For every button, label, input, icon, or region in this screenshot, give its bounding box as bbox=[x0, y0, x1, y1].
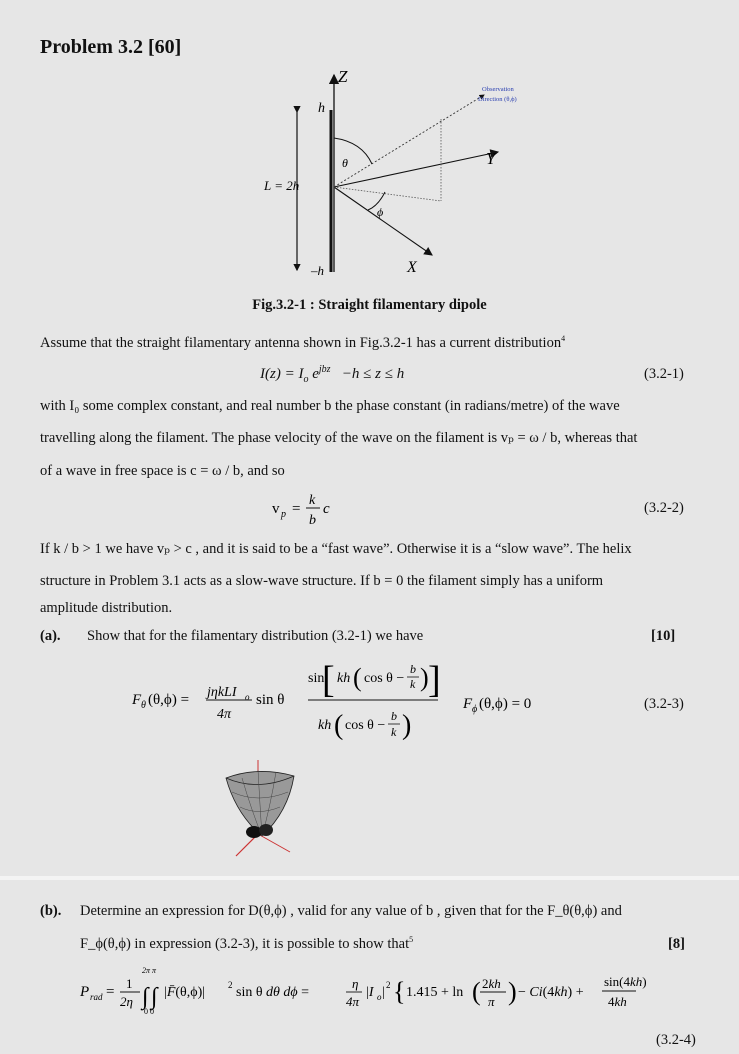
figure-caption: Fig.3.2-1 : Straight filamentary dipole bbox=[252, 297, 487, 313]
svg-text:): ) bbox=[508, 977, 517, 1006]
svg-text:4π: 4π bbox=[217, 707, 232, 722]
x-axis bbox=[334, 187, 432, 255]
svg-text:2kh: 2kh bbox=[482, 976, 501, 991]
svg-text:kh: kh bbox=[318, 718, 332, 733]
svg-text:jηkLI: jηkLI bbox=[207, 685, 237, 700]
label-L: L = 2h bbox=[264, 178, 300, 193]
label-theta: θ bbox=[342, 156, 348, 170]
svg-text:η: η bbox=[352, 976, 359, 991]
equation-3-2-4 bbox=[80, 966, 647, 1018]
svg-text:cos θ −: cos θ − bbox=[364, 671, 405, 686]
svg-text:{: { bbox=[393, 977, 406, 1006]
paragraph-3-line-3: amplitude distribution. bbox=[40, 600, 173, 616]
part-a-text: Show that for the filamentary distribution (3.2-1) we have bbox=[87, 628, 424, 644]
svg-text:k: k bbox=[309, 493, 316, 508]
svg-text:2η: 2η bbox=[120, 994, 133, 1009]
svg-text:): ) bbox=[420, 663, 429, 692]
svg-text:sin θ: sin θ bbox=[256, 692, 285, 708]
svg-text:2: 2 bbox=[228, 980, 233, 990]
svg-text:k: k bbox=[391, 725, 397, 739]
label-h: h bbox=[318, 101, 325, 116]
label-phi: ϕ bbox=[377, 205, 384, 219]
svg-text:4π: 4π bbox=[346, 994, 360, 1009]
page-2 bbox=[0, 880, 739, 1054]
svg-text:|F̄(θ,ϕ)|: |F̄(θ,ϕ)| bbox=[164, 985, 206, 1000]
svg-text:(θ,ϕ) = 0: (θ,ϕ) = 0 bbox=[479, 696, 532, 712]
dipole-figure bbox=[0, 0, 739, 300]
equation-3-2-1: $I(z) = I_o$ $e^{jbz} -h \le z \le h$ bbox=[260, 364, 405, 385]
svg-text:(θ,ϕ) =: (θ,ϕ) = bbox=[148, 692, 190, 708]
part-b-marks: [8] bbox=[668, 936, 685, 952]
axis-y-label: Y bbox=[486, 149, 496, 168]
equation-number-3-2-2: (3.2-2) bbox=[644, 500, 684, 516]
part-b-label: (b). bbox=[40, 903, 62, 919]
theta-arc bbox=[334, 138, 372, 164]
problem-title: Problem 3.2 [60] bbox=[40, 36, 182, 58]
svg-text:|: | bbox=[382, 985, 385, 1000]
equation-number-3-2-4: (3.2-4) bbox=[656, 1032, 696, 1048]
part-a-marks: [10] bbox=[651, 628, 676, 644]
svg-text:F: F bbox=[463, 696, 473, 712]
svg-text:b: b bbox=[410, 662, 416, 676]
svg-text:sin: sin bbox=[308, 671, 325, 686]
y-axis bbox=[334, 152, 498, 187]
observation-line bbox=[334, 95, 484, 187]
svg-text:]: ] bbox=[428, 659, 441, 701]
equation-number-3-2-1: (3.2-1) bbox=[644, 366, 684, 382]
svg-text:o: o bbox=[245, 692, 250, 702]
label-minus-h: –h bbox=[311, 263, 324, 278]
svg-text:F: F bbox=[132, 692, 142, 708]
part-b-line-1: Determine an expression for D(θ,ϕ) , valid for any value of b , given that for the F_θ(θ,ϕ) and bbox=[80, 903, 622, 919]
svg-text:2π π: 2π π bbox=[142, 966, 157, 975]
svg-text:p: p bbox=[281, 509, 286, 520]
svg-text:4kh: 4kh bbox=[608, 994, 627, 1009]
svg-text:(: ( bbox=[472, 977, 481, 1006]
svg-text:1.415 + ln: 1.415 + ln bbox=[406, 985, 464, 1000]
svg-text:k: k bbox=[410, 677, 416, 691]
svg-text:rad: rad bbox=[90, 992, 103, 1002]
radiation-pattern-image bbox=[222, 752, 302, 864]
observation-label-2: Direction (θ,ϕ) bbox=[478, 96, 517, 103]
paragraph-3-line-2: structure in Problem 3.1 acts as a slow-wave structure. If b = 0 the filament simply has a uniform bbox=[40, 573, 604, 589]
svg-text:=: = bbox=[292, 501, 301, 517]
paragraph-3-line-1: If k / b > 1 we have vₚ > c , and it is said to be a “fast wave”. Otherwise it is a “slow wave”. The helix bbox=[40, 541, 632, 557]
svg-text:θ: θ bbox=[141, 700, 146, 711]
svg-text:v: v bbox=[272, 501, 280, 517]
equation-number-3-2-3: (3.2-3) bbox=[644, 696, 684, 712]
paragraph-2-line-3: of a wave in free space is c = ω / b, and so bbox=[40, 463, 285, 479]
observation-label-1: Observation bbox=[482, 86, 514, 93]
svg-text:− Ci(4kh) +: − Ci(4kh) + bbox=[518, 985, 584, 1000]
svg-text:cos θ −: cos θ − bbox=[345, 718, 386, 733]
svg-text:[: [ bbox=[322, 659, 335, 701]
equation-3-2-3 bbox=[132, 652, 452, 752]
svg-text:2: 2 bbox=[386, 980, 391, 990]
svg-text:=: = bbox=[106, 984, 115, 1000]
svg-text:sin θ dθ dϕ =: sin θ dθ dϕ = bbox=[236, 985, 310, 1000]
svg-text:(: ( bbox=[334, 710, 344, 741]
svg-text:sin(4kh): sin(4kh) bbox=[604, 974, 647, 989]
svg-text:o: o bbox=[377, 992, 382, 1002]
svg-text:ϕ: ϕ bbox=[472, 704, 478, 715]
paragraph-2-line-2: travelling along the filament. The phase velocity of the wave on the filament is vₚ = ω / b, whereas that bbox=[40, 430, 638, 446]
paragraph-1: Assume that the straight filamentary antenna shown in Fig.3.2-1 has a current distribution$^4$ bbox=[40, 334, 566, 351]
paragraph-2-line-1: with I₀ some complex constant, and real number b the phase constant (in radians/metre) of the wave bbox=[40, 398, 620, 414]
svg-text:(: ( bbox=[353, 663, 362, 692]
svg-text:π: π bbox=[488, 994, 495, 1009]
svg-text:b: b bbox=[309, 513, 316, 528]
equation-3-2-3-rhs bbox=[463, 690, 573, 718]
part-a-label: (a). bbox=[40, 628, 61, 644]
svg-text:c: c bbox=[323, 501, 330, 517]
svg-text:1: 1 bbox=[126, 976, 133, 991]
svg-text:|I: |I bbox=[366, 985, 374, 1000]
svg-text:∫: ∫ bbox=[151, 984, 158, 1010]
equation-3-2-2 bbox=[270, 488, 350, 532]
axis-z-label: Z bbox=[338, 67, 348, 86]
svg-text:b: b bbox=[391, 709, 397, 723]
svg-text:): ) bbox=[402, 710, 412, 741]
axis-x-label: X bbox=[407, 259, 417, 276]
svg-text:∫: ∫ bbox=[142, 984, 149, 1010]
svg-text:P: P bbox=[80, 984, 90, 1000]
part-b-line-2: F_ϕ(θ,ϕ) in expression (3.2-3), it is possible to show that$^5$ bbox=[80, 935, 414, 952]
svg-text:kh: kh bbox=[337, 671, 351, 686]
svg-text:0 0: 0 0 bbox=[144, 1007, 154, 1016]
